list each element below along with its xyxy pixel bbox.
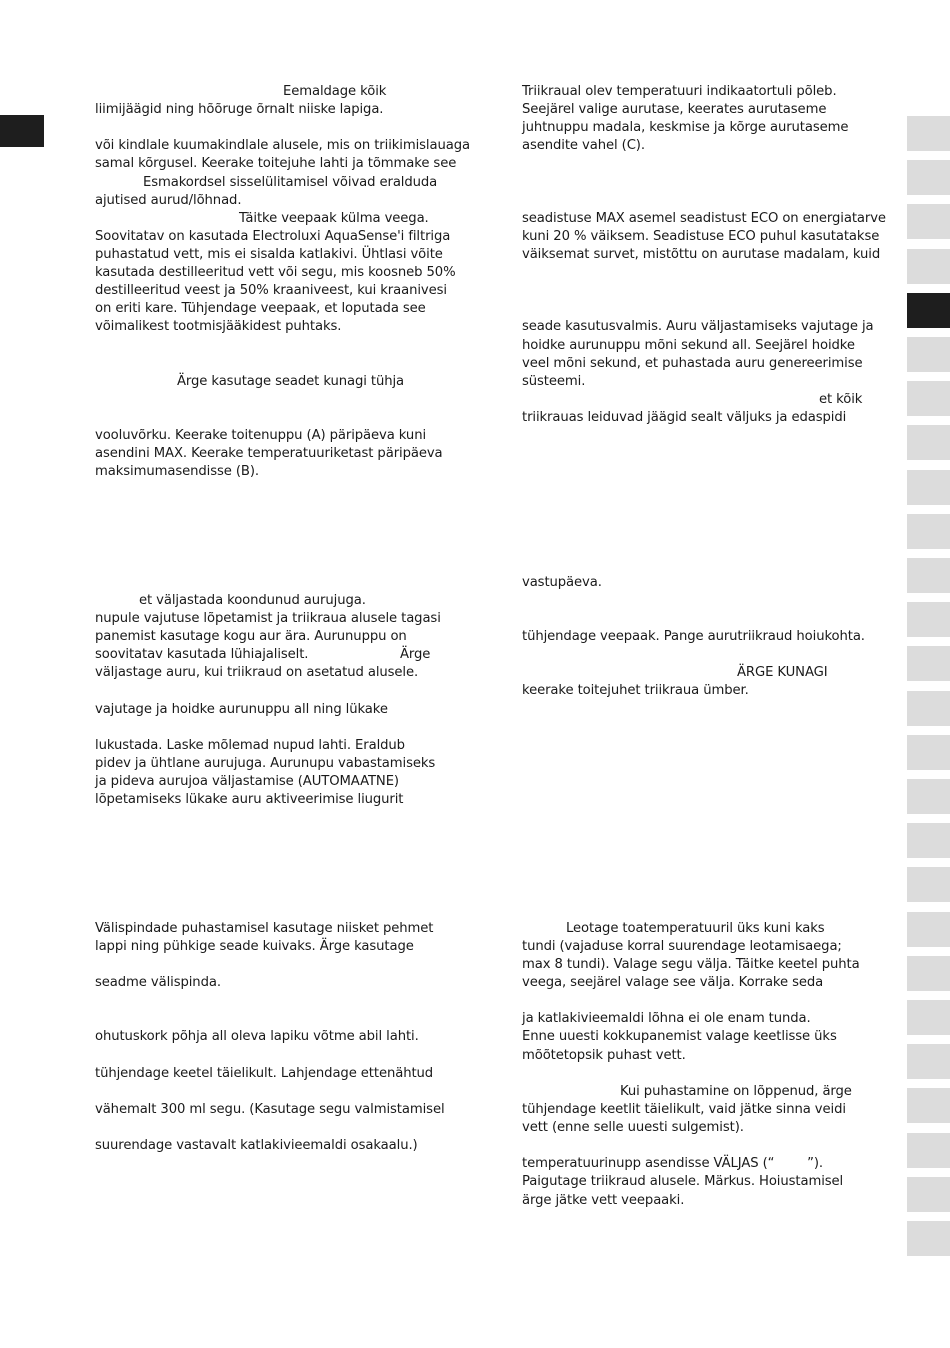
text-line: temperatuurinupp asendisse VÄLJAS (“ ”). [522, 1156, 824, 1171]
text-line: vähemalt 300 ml segu. (Kasutage segu valmistamisel [95, 1102, 445, 1117]
text-line: Paigutage triikraud alusele. Märkus. Hoiustamisel [522, 1174, 844, 1189]
text-line: Ärge [400, 647, 431, 662]
text-line: seade kasutusvalmis. Auru väljastamiseks vajutage ja [522, 319, 874, 334]
text-line: lukustada. Laske mõlemad nupud lahti. Eraldub [95, 738, 405, 753]
text-line: kuni 20 % väiksem. Seadistuse ECO puhul kasutatakse [522, 229, 880, 244]
text-line: Seejärel valige aurutase, keerates aurutaseme [522, 102, 827, 117]
language-tab[interactable] [907, 1000, 950, 1035]
text-line: maksimumasendisse (B). [95, 464, 259, 479]
text-line: on eriti kare. Tühjendage veepaak, et loputada see [95, 301, 426, 316]
text-line: mõõtetopsik puhast vett. [522, 1048, 686, 1063]
language-tab[interactable] [907, 735, 950, 770]
text-line: juhtnuppu madala, keskmise ja kõrge aurutaseme [522, 120, 849, 135]
language-tab[interactable] [907, 116, 950, 151]
text-line: Esmakordsel sisselülitamisel võivad eralduda [143, 175, 438, 190]
text-line: vastupäeva. [522, 575, 602, 590]
text-line: pidev ja ühtlane aurujuga. Aurunupu vabastamiseks [95, 756, 436, 771]
language-tab[interactable] [907, 249, 950, 284]
text-line: hoidke aurunuppu mõni sekund all. Seejärel hoidke [522, 338, 855, 353]
text-line: panemist kasutage kogu aur ära. Aurunuppu on [95, 629, 407, 644]
text-line: Soovitatav on kasutada Electroluxi AquaSense'i filtriga [95, 229, 451, 244]
text-line: vajutage ja hoidke aurunuppu all ning lükake [95, 702, 388, 717]
text-line: max 8 tundi). Valage segu välja. Täitke keetel puhta [522, 957, 860, 972]
text-line: või kindlale kuumakindlale alusele, mis on triikimislauaga [95, 138, 470, 153]
text-line: seadistuse MAX asemel seadistust ECO on energiatarve [522, 211, 886, 226]
text-line: vooluvõrku. Keerake toitenuppu (A) päripäeva kuni [95, 428, 427, 443]
text-line: süsteemi. [522, 374, 586, 389]
text-line: tühjendage keetlit täielikult, vaid jätke sinna veidi [522, 1102, 846, 1117]
text-line: Ärge kasutage seadet kunagi tühja [177, 374, 405, 389]
language-tab[interactable] [907, 425, 950, 460]
text-line: vett (enne selle uuesti sulgemist). [522, 1120, 744, 1135]
text-line: puhastatud vett, mis ei sisalda katlakivi. Ühtlasi võite [95, 247, 443, 262]
language-tab[interactable] [907, 558, 950, 593]
text-line: ärge jätke vett veepaaki. [522, 1193, 685, 1208]
text-line: väiksemat survet, mistõttu on aurutase madalam, kuid [522, 247, 881, 262]
language-tab[interactable] [907, 823, 950, 858]
text-line: veega, seejärel valage see välja. Korrake seda [522, 975, 824, 990]
text-line: tundi (vajaduse korral suurendage leotamisaega; [522, 939, 842, 954]
text-line: Triikraual olev temperatuuri indikaatortuli põleb. [522, 84, 837, 99]
text-line: suurendage vastavalt katlakivieemaldi osakaalu.) [95, 1138, 418, 1153]
text-line: tühjendage veepaak. Pange aurutriikraud hoiukohta. [522, 629, 865, 644]
text-line: lõpetamiseks lükake auru aktiveerimise liugurit [95, 792, 404, 807]
language-tab[interactable] [907, 1044, 950, 1079]
text-line: lappi ning pühkige seade kuivaks. Ärge kasutage [95, 939, 414, 954]
text-line: ohutuskork põhja all oleva lapiku võtme abil lahti. [95, 1029, 419, 1044]
text-line: triikrauas leiduvad jäägid sealt väljuks ja edaspidi [522, 410, 847, 425]
language-tab[interactable] [907, 1088, 950, 1123]
text-line: väljastage auru, kui triikraud on asetatud alusele. [95, 665, 419, 680]
language-tab-active[interactable] [907, 293, 950, 328]
language-tab[interactable] [907, 912, 950, 947]
text-line: et väljastada koondunud aurujuga. [139, 593, 366, 608]
text-line: kasutada destilleeritud vett või segu, mis koosneb 50% [95, 265, 456, 280]
text-line: veel mõni sekund, et puhastada auru genereerimise [522, 356, 863, 371]
text-line: ÄRGE KUNAGI [737, 665, 828, 680]
text-line: Leotage toatemperatuuril üks kuni kaks [566, 921, 825, 936]
text-line: ja pideva aurujoa väljastamise (AUTOMAATNE) [95, 774, 399, 789]
language-tab[interactable] [907, 204, 950, 239]
text-line: keerake toitejuhet triikraua ümber. [522, 683, 749, 698]
text-line: liimijäägid ning hõõruge õrnalt niiske lapiga. [95, 102, 384, 117]
text-line: Kui puhastamine on lõppenud, ärge [620, 1084, 852, 1099]
language-tab[interactable] [907, 160, 950, 195]
language-tab[interactable] [907, 867, 950, 902]
text-line: Välispindade puhastamisel kasutage niisket pehmet [95, 921, 434, 936]
text-line: Eemaldage kõik [283, 84, 387, 99]
text-line: asendini MAX. Keerake temperatuuriketast päripäeva [95, 446, 443, 461]
text-line: nupule vajutuse lõpetamist ja triikraua alusele tagasi [95, 611, 441, 626]
language-tab[interactable] [907, 602, 950, 637]
text-line: Enne uuesti kokkupanemist valage keetlisse üks [522, 1029, 837, 1044]
text-line: samal kõrgusel. Keerake toitejuhe lahti ja tõmmake see [95, 156, 457, 171]
language-tab[interactable] [907, 470, 950, 505]
text-line: destilleeritud veest ja 50% kraaniveest, kui kraanivesi [95, 283, 447, 298]
language-tab[interactable] [907, 956, 950, 991]
text-line: seadme välispinda. [95, 975, 221, 990]
text-line: soovitatav kasutada lühiajaliselt. [95, 647, 309, 662]
text-line: asendite vahel (C). [522, 138, 645, 153]
language-tab[interactable] [907, 1133, 950, 1168]
text-line: ja katlakivieemaldi lõhna ei ole enam tunda. [522, 1011, 811, 1026]
section-marker [0, 115, 44, 147]
language-tab[interactable] [907, 337, 950, 372]
language-tab[interactable] [907, 646, 950, 681]
language-tab[interactable] [907, 1221, 950, 1256]
language-tab[interactable] [907, 1177, 950, 1212]
language-tab[interactable] [907, 514, 950, 549]
text-line: tühjendage keetel täielikult. Lahjendage ettenähtud [95, 1066, 434, 1081]
text-line: Täitke veepaak külma veega. [239, 211, 429, 226]
text-line: ajutised aurud/lõhnad. [95, 193, 242, 208]
text-line: võimalikest tootmisjääkidest puhtaks. [95, 319, 342, 334]
language-tab[interactable] [907, 691, 950, 726]
language-tab[interactable] [907, 381, 950, 416]
text-line: et kõik [819, 392, 863, 407]
language-tab[interactable] [907, 779, 950, 814]
